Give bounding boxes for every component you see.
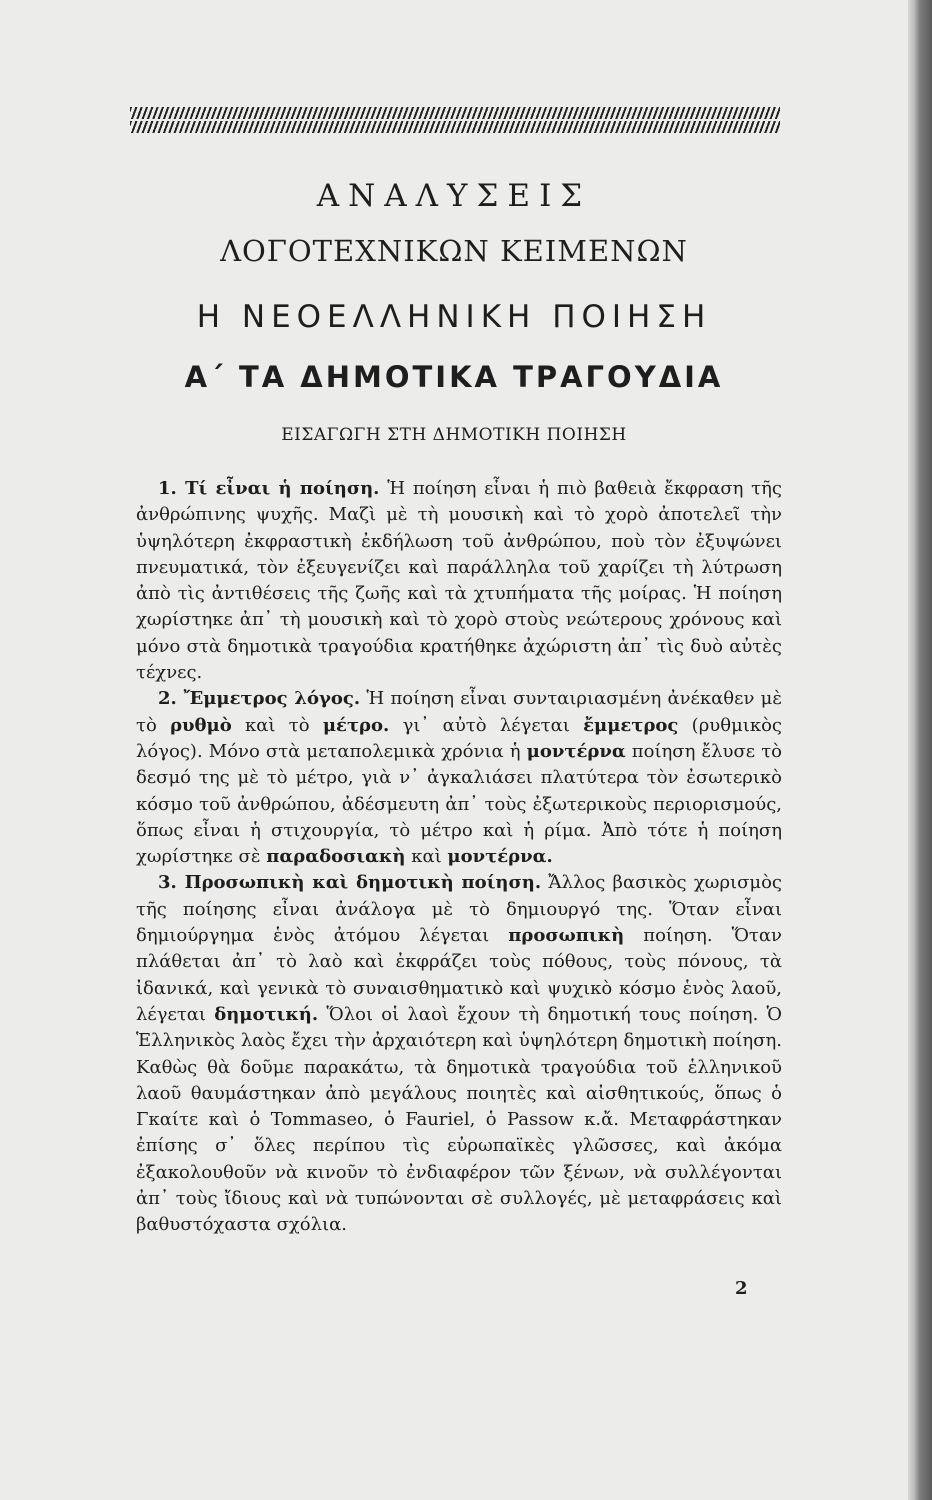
bold-term: μοντέρνα. [447, 846, 553, 868]
body-text [136, 476, 782, 1239]
title-line2: ΛΟΓΟΤΕΧΝΙΚΩΝ ΚΕΙΜΕΝΩΝ [220, 234, 688, 268]
bold-term: προσωπικὴ [508, 925, 625, 947]
text-run: Ἡ ποίηση εἶναι συνταιριασμένη ἀνέκαθεν μὲ τὸ [136, 688, 782, 736]
text-run: καὶ [405, 846, 448, 868]
decorative-rule-bottom [130, 121, 780, 133]
bold-term: μοντέρνα [526, 740, 626, 762]
text-run: Ὅλοι οἱ λαοὶ ἔχουν τὴ δημοτική τους ποίηση. Ὁ Ἑλληνικὸς λαὸς ἔχει τὴν ἀρχαιότερη καὶ ὑψηλότερη δημοτικὴ ποίηση. Καθὼς θὰ δοῦμε παρακάτω, τὰ δημοτικὰ τραγούδια τοῦ ἑλληνικοῦ λαοῦ θαυμάστηκαν ἀπὸ μεγάλους ποιητὲς καὶ αἰσθητικούς, ὅπως ὁ Γκαίτε καὶ ὁ Tommaseo, ὁ Fauriel, ὁ Passow κ.ἄ. Μεταφράστηκαν ἐπίσης σ᾽ ὅλες περίπου τὶς εὐρωπαϊκὲς γλῶσσες, καὶ ἀκόμα ἐξακολουθοῦν νὰ κινοῦν τὸ ἐνδιαφέρον τῶν ξένων, νὰ συλλέγονται ἀπ᾽ τοὺς ἴδιους καὶ νὰ τυπώνονται σὲ συλλογές, μὲ μεταφράσεις καὶ βαθυστόχαστα σχόλια. [136, 1003, 782, 1236]
bold-term: ρυθμὸ [170, 714, 232, 736]
paragraph-3 [136, 870, 782, 1238]
bold-term: μέτρο. [322, 714, 390, 736]
section-title: Η ΝΕΟΕΛΛΗΝΙΚΗ ΠΟΙΗΣΗ [196, 299, 712, 335]
page-edge [908, 0, 932, 1500]
text-run: (ρυθμικὸς λόγος). Μόνο στὰ μεταπολεμικὰ χρόνια ἡ [136, 714, 782, 762]
paragraph-3-heading: 3. Προσωπικὴ καὶ δημοτικὴ ποίηση. [158, 872, 542, 894]
bold-term: ἔμμετρος [583, 714, 679, 736]
subtitle: ΕΙΣΑΓΩΓΗ ΣΤΗ ΔΗΜΟΤΙΚΗ ΠΟΙΗΣΗ [281, 425, 627, 445]
paragraph-1-text: Ἡ ποίηση εἶναι ἡ πιὸ βαθειὰ ἔκφραση τῆς ἀνθρώπινης ψυχῆς. Μαζὶ μὲ τὴ μουσικὴ καὶ τὸ χορὸ ἀποτελεῖ τὴν ὑψηλότερη ἐκφραστικὴ ἐκδήλωση τοῦ ἀνθρώπου, ποὺ τὸν ἐξυψώνει πνευματικά, τὸν ἐξευγενίζει καὶ παράλληλα τοῦ χαρίζει τὴ λύτρωση ἀπὸ τὶς ἀντιθέσεις τῆς ζωῆς καὶ τὰ χτυπήματα τῆς μοίρας. Ἡ ποίηση χωρίστηκε ἀπ᾽ τὴ μουσικὴ καὶ τὸ χορὸ στοὺς νεώτερους χρόνους καὶ μόνο στὰ δημοτικὰ τραγούδια κρατήθηκε ἀχώριστη ἀπ᾽ τὶς δυὸ αὐτὲς τέχνες. [136, 478, 783, 684]
text-run: ποίηση ἔλυσε τὸ δεσμό της μὲ τὸ μέτρο, γιὰ ν᾽ ἀγκαλιάσει πλατύτερα τὸν ἐσωτερικὸ κόσμο τοῦ ἀνθρώπου, ἀδέσμευτη ἀπ᾽ τοὺς ἐξωτερικοὺς περιορισμούς, ὅπως εἶναι ἡ στιχουργία, τὸ μέτρο καὶ ἡ ρίμα. Ἀπὸ τότε ἡ ποίηση χωρίστηκε σὲ [136, 740, 782, 868]
paragraph-1 [136, 476, 782, 686]
page-number: 2 [735, 1278, 748, 1299]
text-run: καὶ τὸ [231, 714, 323, 736]
text-run: ποίηση. Ὅταν πλάθεται ἀπ᾽ τὸ λαὸ καὶ ἐκφράζει τοὺς πόθους, τοὺς πόνους, τὰ ἰδανικά, καὶ γενικὰ τὸ συναισθηματικὸ καὶ ψυχικὸ κόσμο ἑνὸς λαοῦ, λέγεται [136, 925, 782, 1025]
paragraph-2 [136, 686, 782, 870]
title-main: ΑΝΑΛΥΣΕΙΣ [316, 178, 592, 214]
paragraph-2-heading: 2. Ἔμμετρος λόγος. [158, 688, 361, 710]
bold-term: δημοτική. [214, 1003, 319, 1025]
bold-term: παραδοσιακὴ [266, 846, 406, 868]
text-run: γι᾽ αὐτὸ λέγεται [389, 714, 584, 736]
chapter-title: Α΄ ΤΑ ΔΗΜΟΤΙΚΑ ΤΡΑΓΟΥΔΙΑ [184, 360, 724, 394]
text-run: Ἄλλος βασικὸς χωρισμὸς τῆς ποίησης εἶναι ἀνάλογα μὲ τὸ δημιουργό της. Ὅταν εἶναι δημιούργημα ἑνὸς ἀτόμου λέγεται [136, 872, 782, 947]
paragraph-1-heading: 1. Τί εἶναι ἡ ποίηση. [158, 478, 380, 499]
decorative-rule-top [130, 107, 780, 119]
